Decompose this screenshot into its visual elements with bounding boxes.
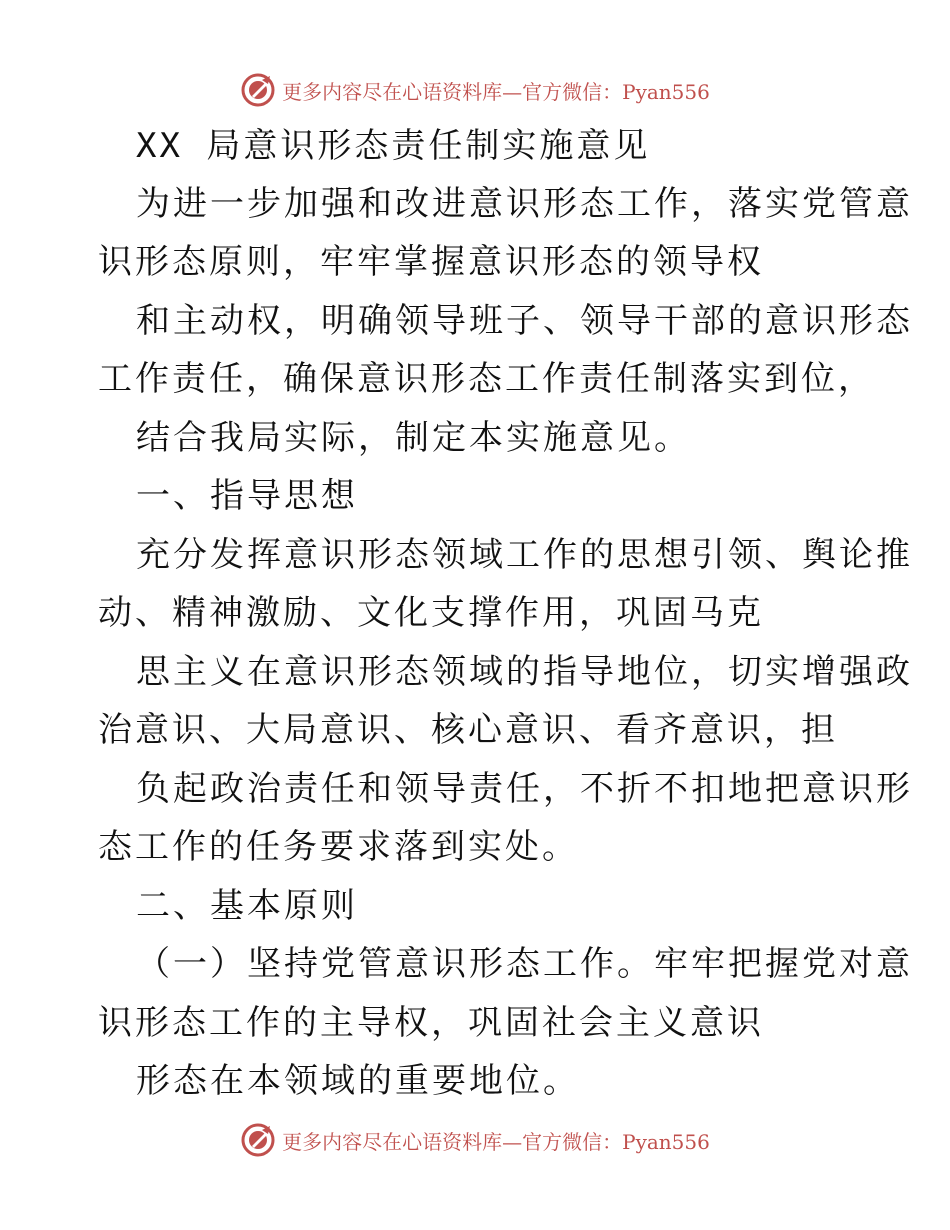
banner-separator: — <box>502 1129 523 1154</box>
document-title: XX 局意识形态责任制实施意见 <box>136 126 651 166</box>
paragraph-line: 形态在本领域的重要地位。 <box>136 1061 580 1101</box>
footer-banner <box>0 1120 950 1160</box>
header-banner <box>0 70 950 110</box>
paragraph-line: 态工作的任务要求落到实处。 <box>98 827 579 867</box>
banner-separator: — <box>502 79 523 104</box>
paragraph-line: 结合我局实际，制定本实施意见。 <box>136 418 691 458</box>
banner-suffix: 官方微信：Pyan556 <box>522 1129 710 1154</box>
section-heading: 二、基本原则 <box>136 886 358 926</box>
banner-text: 更多内容尽在心语资料库 <box>282 1129 503 1154</box>
paragraph-line: 为进一步加强和改进意识形态工作，落实党管意 <box>136 184 913 224</box>
paragraph-line: 负起政治责任和领导责任，不折不扣地把意识形 <box>136 769 913 809</box>
seal-logo-icon <box>240 1122 276 1158</box>
paragraph-line: 和主动权，明确领导班子、领导干部的意识形态 <box>136 301 913 341</box>
paragraph-line: 工作责任，确保意识形态工作责任制落实到位， <box>98 359 875 399</box>
paragraph-line: 思主义在意识形态领域的指导地位，切实增强政 <box>136 652 913 692</box>
paragraph-line: （一）坚持党管意识形态工作。牢牢把握党对意 <box>136 944 913 984</box>
seal-logo-icon <box>240 72 276 108</box>
paragraph-line: 充分发挥意识形态领域工作的思想引领、舆论推 <box>136 535 913 575</box>
section-heading: 一、指导思想 <box>136 476 358 516</box>
paragraph-line: 识形态原则，牢牢掌握意识形态的领导权 <box>98 242 764 282</box>
paragraph-line: 识形态工作的主导权，巩固社会主义意识 <box>98 1003 764 1043</box>
paragraph-line: 动、精神激励、文化支撑作用，巩固马克 <box>98 593 764 633</box>
banner-text: 更多内容尽在心语资料库 <box>282 79 503 104</box>
paragraph-line: 治意识、大局意识、核心意识、看齐意识，担 <box>98 710 838 750</box>
banner-suffix: 官方微信：Pyan556 <box>522 79 710 104</box>
